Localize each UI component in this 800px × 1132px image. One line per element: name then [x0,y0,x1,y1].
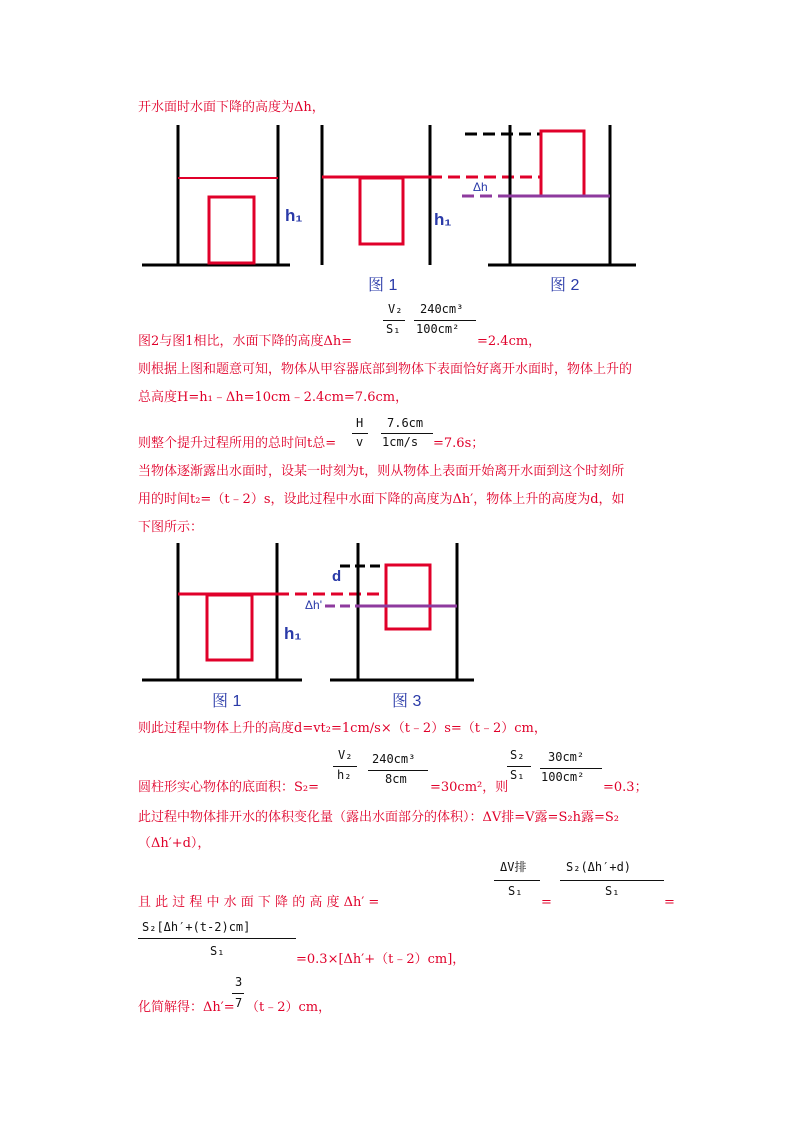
frac9-den: S₁ [508,884,523,898]
frac11-bar [138,938,296,939]
frac1-den: S₁ [386,322,401,336]
frac11-den: S₁ [210,944,225,958]
frac6-num: 240cm³ [372,752,416,766]
frac5-bar [333,766,357,767]
frac2-num: 240cm³ [420,302,464,316]
frac5-num: V₂ [338,748,353,762]
fig2-caption: 图 2 [550,277,580,294]
text-line-10a: 圆柱形实心物体的底面积：S₂= [138,780,320,795]
text-line-14: =0.3×[Δh′+（t﹣2）cm]， [296,952,466,967]
frac4-num: 7.6cm [387,416,424,430]
text-line-10c: =0.3； [603,780,648,795]
frac10-bar [560,880,664,881]
frac9-bar [494,880,540,881]
frac7-bar [507,766,531,767]
dh-label: Δh [473,180,488,194]
frac5-den: h₂ [337,768,352,782]
frac11-num: S₂[Δh′+(t-2)cm] [142,920,251,934]
figure-1-bottom [142,543,385,680]
frac8-den: 100cm² [541,770,585,784]
text-line-5b: =7.6s； [433,436,485,451]
dh-prime-label: Δh' [305,598,322,612]
text-line-11: 此过程中物体排开水的体积变化量（露出水面部分的体积）：ΔV排=V露=S₂h露=S₂ [138,810,619,825]
frac7-den: S₁ [510,768,525,782]
fig1-caption-bottom: 图 1 [212,693,242,710]
frac8-bar [540,768,602,769]
text-line-15b: （t﹣2）cm， [246,1000,332,1015]
frac6-den: 8cm [385,772,407,786]
text-line-5a: 则整个提升过程所用的总时间t总= [138,436,337,451]
text-line-4: 总高度H=h₁﹣Δh=10cm﹣2.4cm=7.6cm， [138,390,409,405]
figure-3 [325,543,474,680]
text-line-13a: 且 此 过 程 中 水 面 下 降 的 高 度 Δh′ = [138,895,380,910]
frac9-num: ΔV排 [500,860,527,874]
frac10-num: S₂(Δh′+d) [566,860,632,874]
text-line-15a: 化简解得：Δh′= [138,1000,235,1015]
text-line-7: 用的时间t₂=（t﹣2）s，设此过程中水面下降的高度为Δh′，物体上升的高度为d，如 [138,492,625,507]
text-line-6: 当物体逐渐露出水面时，设某一时刻为t，则从物体上表面开始离开水面到这个时刻所 [138,464,625,479]
h1-label-fig1-bottom: h₁ [284,624,302,643]
frac12-den: 7 [235,996,243,1010]
text-line-2b: =2.4cm， [477,334,542,349]
h1-label-fig1b: h₁ [434,210,452,229]
fig1-caption: 图 1 [368,277,398,294]
frac7-num: S₂ [510,748,525,762]
h1-label-fig1: h₁ [285,206,303,225]
text-line-8: 下图所示： [138,520,204,535]
frac3-num: H [356,416,364,430]
frac8-num: 30cm² [548,750,585,764]
text-line-1: 开水面时水面下降的高度为Δh， [138,100,325,115]
text-line-10b: =30cm²，则 [430,780,509,795]
frac10-den: S₁ [605,884,620,898]
text-line-12: （Δh′+d）， [138,836,211,851]
frac12-num: 3 [235,975,243,989]
text-line-13c: = [664,895,675,910]
text-line-9: 则此过程中物体上升的高度d=vt₂=1cm/s×（t﹣2）s=（t﹣2）cm， [138,721,547,736]
fig3-caption: 图 3 [392,693,422,710]
frac2-den: 100cm² [416,322,460,336]
text-line-3: 则根据上图和题意可知，物体从甲容器底部到物体下表面恰好离开水面时，物体上升的 [138,362,633,377]
frac12-bar [232,993,244,994]
frac1-num: V₂ [388,302,403,316]
frac6-bar [368,770,428,771]
text-line-2a: 图2与图1相比，水面下降的高度Δh= [138,334,353,349]
frac3-den: v [356,435,364,449]
text-line-13b: = [541,895,552,910]
frac4-den: 1cm/s [382,435,419,449]
d-label: d [332,568,342,585]
